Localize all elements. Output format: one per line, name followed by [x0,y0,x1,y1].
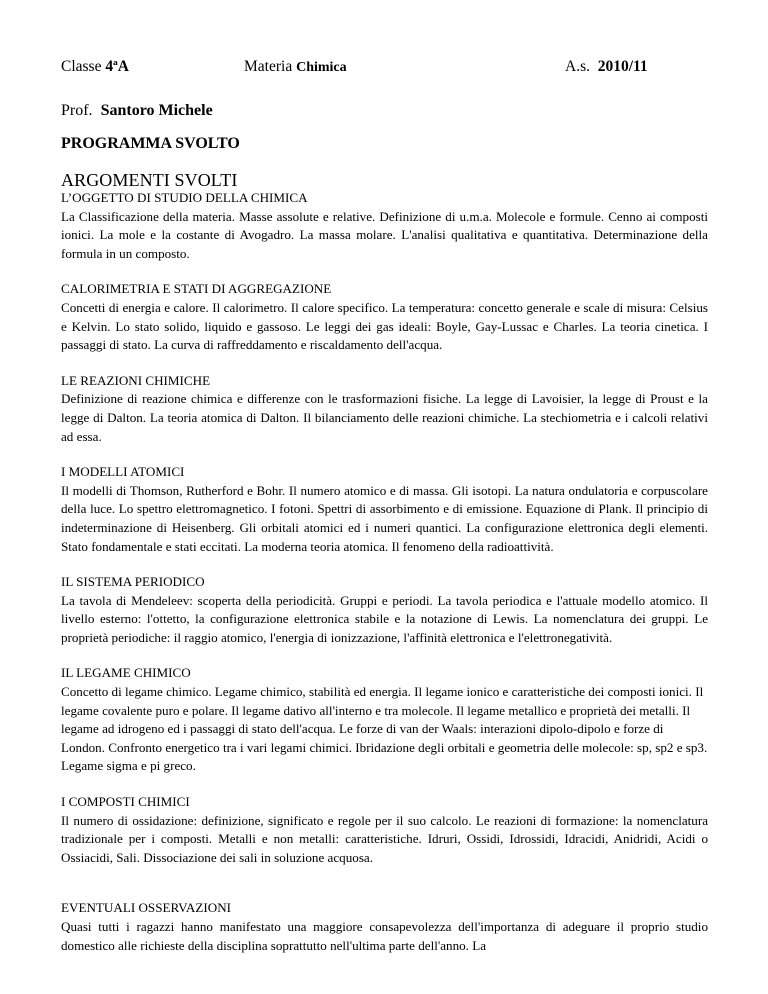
section-title: L’OGGETTO DI STUDIO DELLA CHIMICA [61,190,308,205]
as-value: 2010/11 [597,58,648,75]
as-label: A.s. [565,58,590,75]
section-body: Concetto di legame chimico. Legame chimico, stabilità ed energia. Il legame ionico e caratteristiche dei composti ionici. Il legame covalente puro e polare. Il legame dativo all'interno e tra molecole. Il legame metallico e proprietà dei metalli. Il legame ad idrogeno ed i passaggi di stato dell'acqua. Le forze di van der Waals: interazioni dipolo-dipolo e forze di London. Confronto energetico tra i vari legami chimici. Ibridazione degli orbitali e geometria delle molecole: sp, sp2 e sp3. Legame sigma e pi greco. [61,684,708,774]
classe-value: 4ªA [105,58,129,75]
section [61,372,708,446]
section-title: IL SISTEMA PERIODICO [61,574,205,590]
classe-label: Classe [61,58,102,75]
materia-label: Materia [244,58,293,75]
prof-label: Prof. [61,102,93,119]
header-anno-scolastico [565,58,648,76]
header-row [61,58,708,80]
materia-value: Chimica [296,60,347,75]
section-title: I MODELLI ATOMICI [61,464,185,480]
section-body: La tavola di Mendeleev: scoperta della periodicità. Gruppi e periodi. La tavola periodica e l'attuale modello atomico. Il livello esterno: l'ottetto, la configurazione elettronica stabile e la notazione di Lewis. La nomenclatura dei gruppi. Le proprietà periodiche: il raggio atomico, l'energia di ionizzazione, l'affinità elettronica e l'elettronegatività. [61,592,708,645]
section [61,463,708,556]
section [61,573,708,647]
argomenti-heading: ARGOMENTI SVOLTI [61,170,238,190]
observations-section [61,899,708,955]
header-materia [244,58,347,76]
header-classe [61,58,129,76]
section-body: Concetti di energia e calore. Il calorimetro. Il calore specifico. La temperatura: concetto generale e scale di misura: Celsius e Kelvin. Lo stato solido, liquido e gassoso. Le leggi dei gas ideali: Boyle, Gay-Lussac e Charles. La teoria cinetica. I passaggi di stato. La curva di raffreddamento e riscaldamento dell'acqua. [61,299,708,353]
document-title: PROGRAMMA SVOLTO [61,135,240,152]
section-title: LE REAZIONI CHIMICHE [61,372,211,388]
sections-container [61,189,708,955]
section-title: I COMPOSTI CHIMICI [61,794,190,810]
observations-title: EVENTUALI OSSERVAZIONI [61,900,232,916]
section [61,280,708,354]
section [61,189,708,263]
section-title: IL LEGAME CHIMICO [61,665,191,681]
section-body: La Classificazione della materia. Masse assolute e relative. Definizione di u.m.a. Molecole e formule. Cenno ai composti ionici. La mole e la costante di Avogadro. La massa molare. L'analisi qualitativa e quantitativa. Determinazione della formula in un composto. [61,208,708,261]
section [61,664,708,776]
professor-line [61,102,213,120]
observations-body: Quasi tutti i ragazzi hanno manifestato una maggiore consapevolezza dell'importanza di adeguare il proprio studio domestico alle richieste della disciplina soprattutto nell'ultima parte dell'anno. La [61,919,708,953]
section [61,793,708,867]
section-body: Il modelli di Thomson, Rutherford e Bohr. Il numero atomico e di massa. Gli isotopi. La natura ondulatoria e corpuscolare della luce. Lo spettro elettromagnetico. I fotoni. Spettri di assorbimento e di emissione. Equazione di Plank. Il principio di indeterminazione di Heisenberg. Gli orbitali atomici ed i numeri quantici. La configurazione elettronica degli elementi. Stato fondamentale e stati eccitati. La moderna teoria atomica. Il fenomeno della radioattività. [61,482,708,554]
section-title: CALORIMETRIA E STATI DI AGGREGAZIONE [61,281,332,297]
prof-name: Santoro Michele [100,102,213,119]
section-body: Definizione di reazione chimica e differenze con le trasformazioni fisiche. La legge di Lavoisier, la legge di Proust e la legge di Dalton. La teoria atomica di Dalton. Il bilanciamento delle reazioni chimiche. La stechiometria e i calcoli relativi ad essa. [61,391,708,444]
section-body: Il numero di ossidazione: definizione, significato e regole per il suo calcolo. Le reazioni di formazione: la nomenclatura tradizionale per i composti. Metalli e non metalli: caratteristiche. Idruri, Ossidi, Idrossidi, Idracidi, Anidridi, Acidi o Ossiacidi, Sali. Dissociazione dei sali in soluzione acquosa. [61,812,708,865]
